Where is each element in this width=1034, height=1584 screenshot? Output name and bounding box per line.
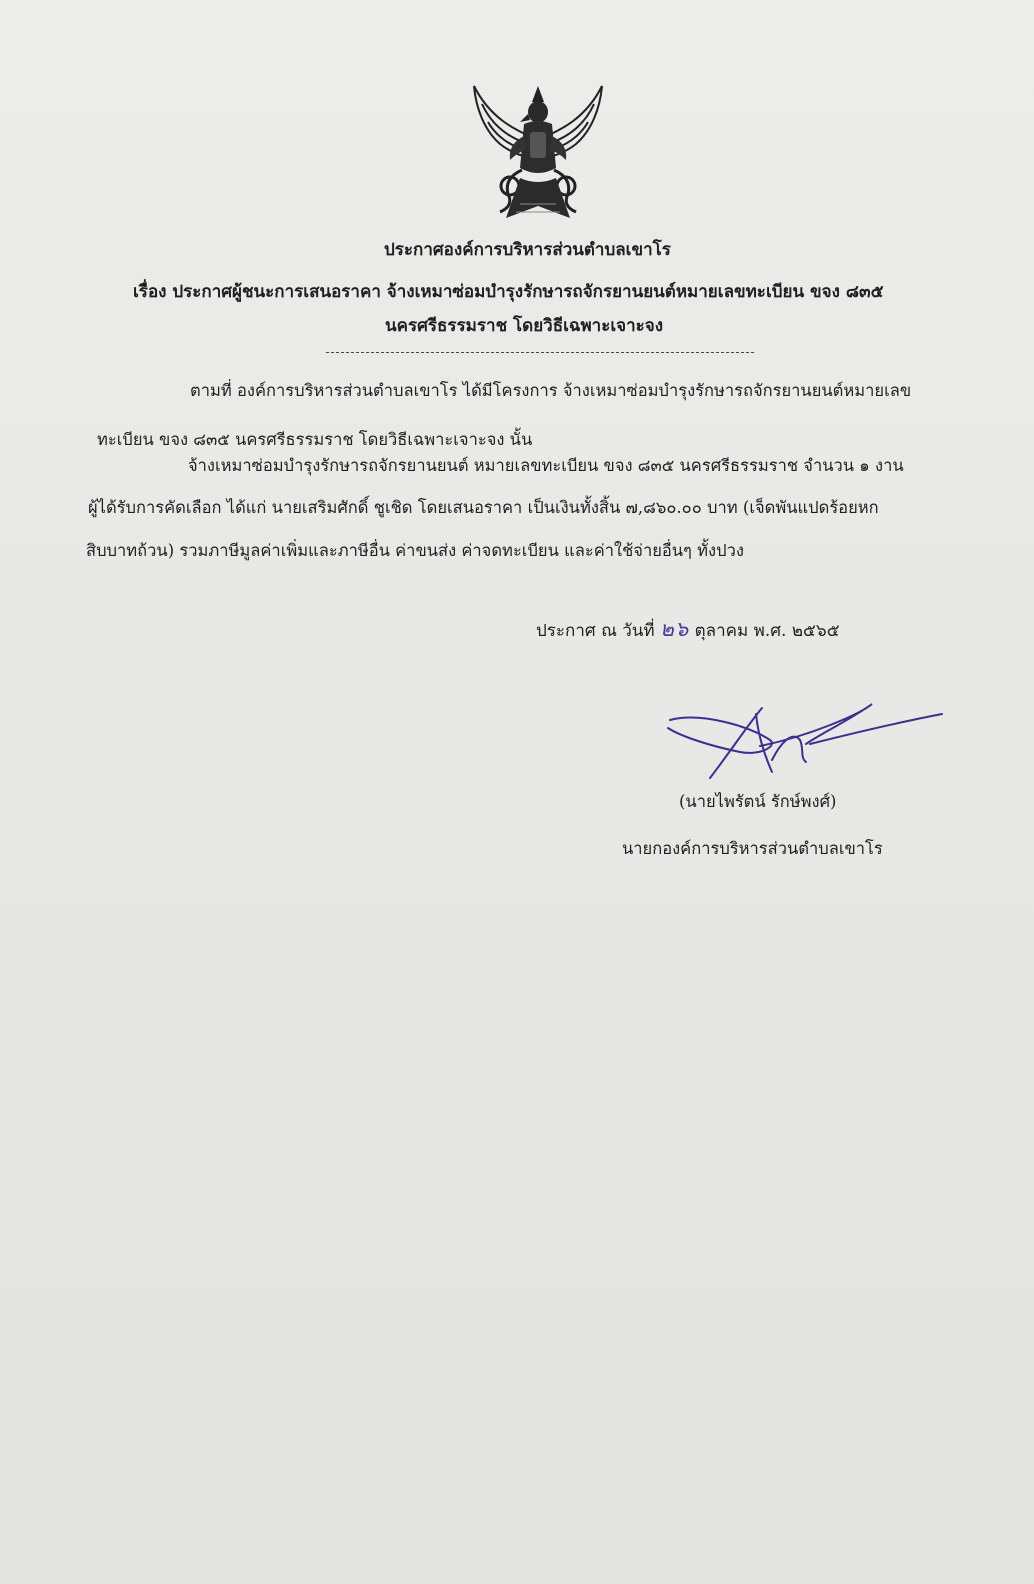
announcement-date bbox=[536, 613, 840, 646]
handwritten-signature-icon bbox=[660, 700, 950, 790]
signer-position: นายกองค์การบริหารส่วนตำบลเขาโร bbox=[622, 839, 883, 858]
body-paragraph-2-line-1: จ้างเหมาซ่อมบำรุงรักษารถจักรยานยนต์ หมายเลขทะเบียน ขจง ๘๓๕ นครศรีธรรมราช จำนวน ๑ งาน bbox=[188, 456, 904, 475]
body-paragraph-1-line-1: ตามที่ องค์การบริหารส่วนตำบลเขาโร ได้มีโครงการ จ้างเหมาซ่อมบำรุงรักษารถจักรยานยนต์หมายเลข bbox=[190, 381, 912, 400]
body-paragraph-2-line-2: ผู้ได้รับการคัดเลือก ได้แก่ นายเสริมศักดิ์ ชูเชิด โดยเสนอราคา เป็นเงินทั้งสิ้น ๗,๘๖๐.๐๐ บาท (เจ็ดพันแปดร้อยหก bbox=[88, 498, 879, 517]
date-prefix: ประกาศ ณ วันที่ bbox=[536, 621, 655, 641]
subject-line: เรื่อง ประกาศผู้ชนะการเสนอราคา จ้างเหมาซ่อมบำรุงรักษารถจักรยานยนต์หมายเลขทะเบียน ขจง ๘๓๕ bbox=[133, 282, 884, 302]
date-suffix: ตุลาคม พ.ศ. ๒๕๖๕ bbox=[694, 621, 840, 641]
handwritten-day: ๒๖ bbox=[660, 617, 690, 641]
signer-name: (นายไพรัตน์ รักษ์พงศ์) bbox=[679, 792, 837, 811]
announcement-heading: ประกาศองค์การบริหารส่วนตำบลเขาโร bbox=[384, 240, 671, 260]
body-paragraph-2-line-3: สิบบาทถ้วน) รวมภาษีมูลค่าเพิ่มและภาษีอื่น ค่าขนส่ง ค่าจดทะเบียน และค่าใช้จ่ายอื่นๆ ทั้งปวง bbox=[86, 541, 744, 560]
separator-line bbox=[326, 352, 754, 353]
subject-line-continued: นครศรีธรรมราช โดยวิธีเฉพาะเจาะจง bbox=[385, 316, 664, 336]
garuda-emblem-icon bbox=[470, 78, 606, 224]
body-paragraph-1-line-2: ทะเบียน ขจง ๘๓๕ นครศรีธรรมราช โดยวิธีเฉพาะเจาะจง นั้น bbox=[97, 430, 533, 449]
